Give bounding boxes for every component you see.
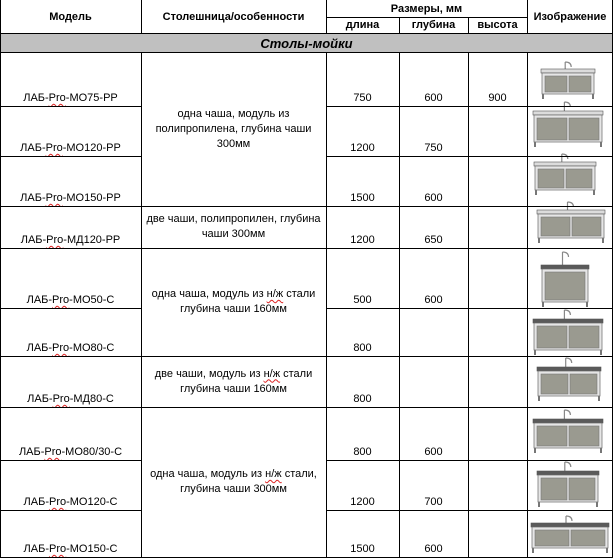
depth-cell: 600: [424, 446, 443, 458]
grid-hline: [0, 356, 141, 357]
length-cell: 500: [353, 294, 372, 306]
height-cell: [468, 248, 527, 308]
grid-hline: [527, 206, 613, 207]
model-cell: [0, 510, 141, 557]
grid-hline: [0, 308, 141, 309]
depth-cell: 700: [424, 496, 443, 508]
model-prefix: ЛАБ-: [27, 393, 53, 405]
grid-hline: [326, 106, 527, 107]
height-cell: [468, 156, 527, 206]
product-image: [532, 308, 604, 356]
model-prefix: ЛАБ-: [18, 446, 45, 458]
length-cell: 750: [353, 92, 372, 104]
description-cell: [141, 52, 326, 206]
grid-hline: [0, 52, 613, 53]
grid-vline: [468, 52, 469, 557]
model-prefix: ЛАБ-: [26, 294, 53, 306]
description-text: [143, 467, 324, 497]
model-suffix: -МО80-С: [69, 342, 115, 354]
model-brand: Pro: [44, 446, 62, 458]
grid-hline: [0, 106, 141, 107]
model-brand: Pro: [48, 543, 67, 555]
grid-hline: [141, 356, 326, 357]
description-part: одна чаша, модуль из: [151, 288, 267, 300]
model-brand: Pro: [45, 192, 63, 204]
model-cell: [0, 52, 141, 106]
description-part: стали, глубина чаши 300мм: [180, 468, 317, 495]
model-suffix: -МО120-С: [66, 496, 118, 508]
model-prefix: ЛАБ-: [20, 192, 46, 204]
model-brand: Pro: [48, 496, 67, 508]
grid-hline: [326, 356, 527, 357]
grid-hline: [527, 356, 613, 357]
description-part: две чаши, модуль из: [154, 367, 264, 380]
depth-cell: 600: [424, 294, 443, 306]
height-cell: 900: [488, 92, 507, 104]
grid-hline: [326, 248, 527, 249]
grid-hline: [141, 407, 326, 408]
grid-hline: [0, 156, 141, 157]
model-cell: [0, 407, 141, 460]
grid-hline: [527, 106, 613, 107]
grid-hline: [0, 407, 141, 408]
product-image: [532, 100, 604, 148]
depth-cell: 750: [424, 142, 443, 154]
grid-hline: [0, 460, 141, 461]
model-prefix: ЛАБ-: [23, 496, 49, 508]
grid-hline: [0, 33, 613, 34]
model-suffix: -МО150-РР: [62, 192, 121, 204]
grid-hline: [527, 248, 613, 249]
header-dimensions: Размеры, мм: [390, 2, 463, 15]
product-image: [540, 250, 590, 308]
height-cell: [468, 510, 527, 557]
height-cell: [468, 308, 527, 356]
grid-vline: [399, 17, 400, 34]
description-material: н/ж: [265, 468, 282, 480]
header-model: Модель: [49, 10, 92, 23]
model-brand: Pro: [46, 234, 64, 246]
model-prefix: ЛАБ-: [20, 142, 46, 154]
model-suffix: -МО75-РР: [65, 92, 118, 104]
depth-cell: 600: [424, 92, 443, 104]
grid-vline: [0, 0, 1, 558]
header-height: высота: [477, 19, 518, 31]
description-part: две чаши, полипропилен, глубина чаши 300мм: [146, 213, 321, 240]
description-part: одна чаша, модуль из: [150, 468, 266, 480]
grid-hline: [326, 206, 527, 207]
grid-vline: [141, 52, 142, 557]
model-cell: [0, 106, 141, 156]
model-cell: [0, 460, 141, 510]
height-cell: [468, 206, 527, 248]
depth-cell: [399, 308, 468, 356]
grid-vline: [326, 0, 327, 34]
grid-hline: [326, 308, 527, 309]
header-length: длина: [345, 19, 380, 31]
grid-hline: [0, 206, 141, 207]
model-suffix: -МО150-С: [66, 543, 118, 555]
grid-hline: [527, 156, 613, 157]
grid-hline: [326, 460, 527, 461]
height-cell: [468, 106, 527, 156]
grid-hline: [326, 510, 527, 511]
height-cell: [468, 356, 527, 407]
length-cell: 1200: [350, 496, 375, 508]
description-cell: [141, 356, 326, 407]
description-part: стали глубина чаши 160мм: [180, 288, 316, 315]
description-cell: [141, 248, 326, 356]
product-image: [536, 460, 600, 508]
depth-cell: 600: [424, 543, 443, 555]
grid-vline: [468, 17, 469, 34]
grid-hline: [141, 206, 326, 207]
model-prefix: ЛАБ-: [26, 342, 53, 354]
header-depth: глубина: [411, 19, 456, 31]
model-brand: Pro: [45, 142, 63, 154]
depth-cell: 600: [424, 192, 443, 204]
model-brand: Pro: [48, 92, 66, 104]
description-cell: [141, 407, 326, 557]
product-image: [532, 408, 604, 454]
grid-vline: [527, 0, 528, 34]
grid-hline: [326, 17, 527, 18]
model-brand: Pro: [52, 294, 70, 306]
depth-cell: 650: [424, 234, 443, 246]
grid-hline: [527, 510, 613, 511]
model-prefix: ЛАБ-: [23, 92, 49, 104]
model-suffix: -МО50-С: [69, 294, 115, 306]
product-image: [540, 60, 596, 100]
product-image: [530, 514, 610, 554]
length-cell: 1500: [350, 192, 375, 204]
length-cell: 800: [353, 446, 372, 458]
header-tabletop: Столешница/особенности: [162, 10, 305, 23]
description-text: [143, 287, 324, 317]
description-text: [143, 367, 324, 397]
description-cell: [141, 206, 326, 248]
header-image: Изображение: [533, 10, 607, 23]
grid-hline: [527, 407, 613, 408]
grid-vline: [141, 0, 142, 34]
grid-vline: [527, 52, 528, 557]
description-text: [143, 212, 324, 242]
section-title: Столы-мойки: [0, 34, 613, 52]
grid-hline: [0, 510, 141, 511]
model-cell: [0, 248, 141, 308]
grid-hline: [141, 248, 326, 249]
model-cell: [0, 206, 141, 248]
length-cell: 800: [353, 393, 372, 405]
model-cell: [0, 156, 141, 206]
model-cell: [0, 356, 141, 407]
product-image: [536, 356, 602, 402]
description-material: н/ж: [263, 367, 281, 380]
description-text: [143, 107, 324, 152]
length-cell: 1200: [350, 234, 375, 246]
model-brand: Pro: [52, 393, 70, 405]
model-suffix: -МД120-РР: [63, 234, 121, 246]
grid-vline: [399, 52, 400, 557]
description-material: н/ж: [266, 288, 284, 300]
grid-hline: [326, 156, 527, 157]
length-cell: 1500: [350, 543, 375, 555]
grid-hline: [527, 308, 613, 309]
grid-hline: [326, 407, 527, 408]
length-cell: 800: [353, 342, 372, 354]
grid-hline: [0, 248, 141, 249]
model-prefix: ЛАБ-: [23, 543, 49, 555]
length-cell: 1200: [350, 142, 375, 154]
model-suffix: -МО80/30-С: [61, 446, 123, 458]
model-brand: Pro: [52, 342, 70, 354]
height-cell: [468, 460, 527, 510]
product-image: [533, 152, 597, 196]
description-part: стали глубина чаши 160мм: [180, 367, 313, 395]
grid-vline: [326, 52, 327, 557]
model-suffix: -МО120-РР: [62, 142, 121, 154]
model-suffix: -МД80-С: [69, 393, 114, 405]
grid-hline: [527, 460, 613, 461]
height-cell: [468, 407, 527, 460]
description-part: одна чаша, модуль из полипропилена, глубина чаши 300мм: [155, 107, 312, 150]
depth-cell: [399, 356, 468, 407]
model-cell: [0, 308, 141, 356]
model-prefix: ЛАБ-: [20, 234, 47, 246]
